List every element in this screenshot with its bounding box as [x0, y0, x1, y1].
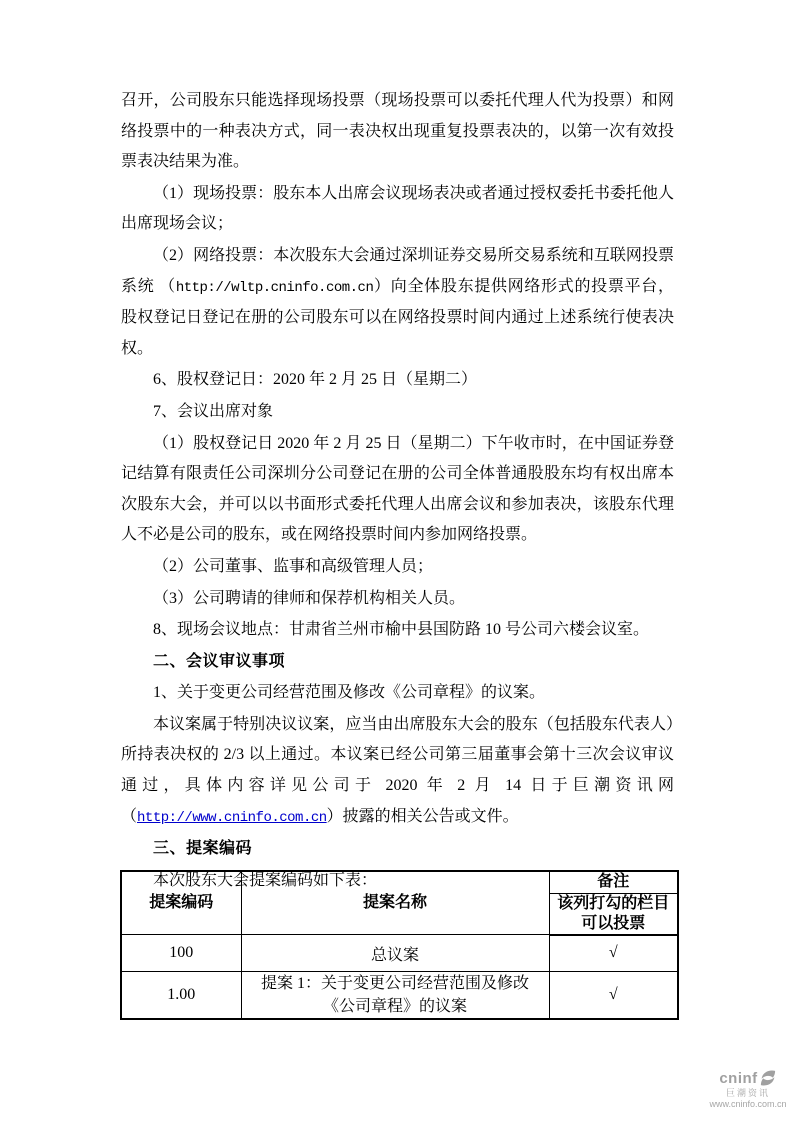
text-run: （2）网络投票：本次股东大会通过深圳证券交易所交易系统和互联网投票系统 （ — [121, 246, 674, 295]
url-text: http://wltp.cninfo.com.cn — [175, 279, 374, 296]
paragraph — [121, 552, 674, 583]
table-row — [121, 972, 678, 1020]
table-row — [121, 935, 678, 972]
paragraph — [121, 365, 674, 396]
cninfo-brand-text: cninf — [719, 1069, 758, 1087]
text-run: （1）现场投票：股东本人出席会议现场表决或者通过授权委托书委托他人出席现场会议； — [121, 184, 674, 233]
text-run: （1）股权登记日 2020 年 2 月 25 日（星期二）下午收市时，在中国证券登记结算有限责任公司深圳分公司登记在册的公司全体普通股股东均有权出席本次股东大会，并可以以书面形式委托代理人出席会议和参加表决，该股东代理人不必是公司的股东，或在网络投票时间内参加网络投票。 — [121, 434, 674, 544]
cell-vote-checkmark: √ — [549, 972, 678, 1020]
paragraph — [121, 241, 674, 364]
text-run: 6、股权登记日：2020 年 2 月 25 日（星期二） — [153, 371, 478, 389]
cninfo-hyperlink[interactable]: http://www.cninfo.com.cn — [137, 809, 327, 826]
proposal-table — [120, 870, 679, 1020]
paragraph — [121, 179, 674, 240]
paragraph — [121, 584, 674, 615]
text-run: （2）公司董事、监事和高级管理人员； — [153, 557, 434, 575]
header-remark-sub: 该列打勾的栏目可以投票 — [549, 893, 678, 935]
cell-proposal-code: 1.00 — [121, 972, 241, 1020]
header-remark: 备注 — [549, 871, 678, 893]
cninfo-chinese-name: 巨潮资讯 — [725, 1088, 770, 1098]
text-run: 1、关于变更公司经营范围及修改《公司章程》的议案。 — [153, 684, 546, 702]
text-run: 二、会议审议事项 — [153, 652, 286, 670]
cell-vote-checkmark: √ — [549, 935, 678, 972]
table-header-row — [121, 871, 678, 893]
text-run: ）披露的相关公告或文件。 — [326, 807, 519, 825]
paragraph — [121, 397, 674, 428]
paragraph — [121, 86, 674, 178]
header-proposal-code: 提案编码 — [121, 871, 241, 935]
text-run: （3）公司聘请的律师和保荐机构相关人员。 — [153, 589, 466, 607]
paragraph — [121, 678, 674, 709]
cell-proposal-name: 总议案 — [241, 935, 549, 972]
cninfo-watermark — [705, 1069, 791, 1109]
document-body — [121, 86, 674, 897]
cell-proposal-code: 100 — [121, 935, 241, 972]
cninfo-brand — [705, 1069, 791, 1087]
cninfo-url: www.cninfo.com.cn — [709, 1099, 787, 1109]
text-run: 7、会议出席对象 — [153, 402, 274, 420]
cell-proposal-name: 提案 1：关于变更公司经营范围及修改《公司章程》的议案 — [241, 972, 549, 1020]
text-run: ）向全体股东提供网络形式的投票平台，股权登记日登记在册的公司股东可以在网络投票时间内通过上述系统行使表决权。 — [121, 277, 674, 357]
text-run: 8、现场会议地点：甘肃省兰州市榆中县国防路 10 号公司六楼会议室。 — [153, 621, 650, 639]
section-heading — [121, 647, 674, 678]
text-run: 本议案属于特别决议议案，应当由出席股东大会的股东（包括股东代表人）所持表决权的 2/3 以上通过。本议案已经公司第三届董事会第十三次会议审议通过，具体内容详见公司于 2020 年 2 月 14 日于巨潮资讯网（ — [121, 715, 674, 825]
section-heading — [121, 834, 674, 865]
text-run: 三、提案编码 — [153, 840, 253, 858]
text-run: 召开，公司股东只能选择现场投票（现场投票可以委托代理人代为投票）和网络投票中的一种表决方式，同一表决权出现重复投票表决的，以第一次有效投票表决结果为准。 — [121, 92, 674, 171]
proposal-table-header — [121, 871, 678, 935]
paragraph — [121, 710, 674, 833]
paragraph — [121, 429, 674, 551]
cninfo-logo-icon — [758, 1069, 777, 1087]
header-proposal-name: 提案名称 — [241, 871, 549, 935]
text-run: 本次股东大会提案编码如下表： — [153, 871, 378, 889]
proposal-table-body — [121, 935, 678, 1020]
paragraph — [121, 615, 674, 646]
